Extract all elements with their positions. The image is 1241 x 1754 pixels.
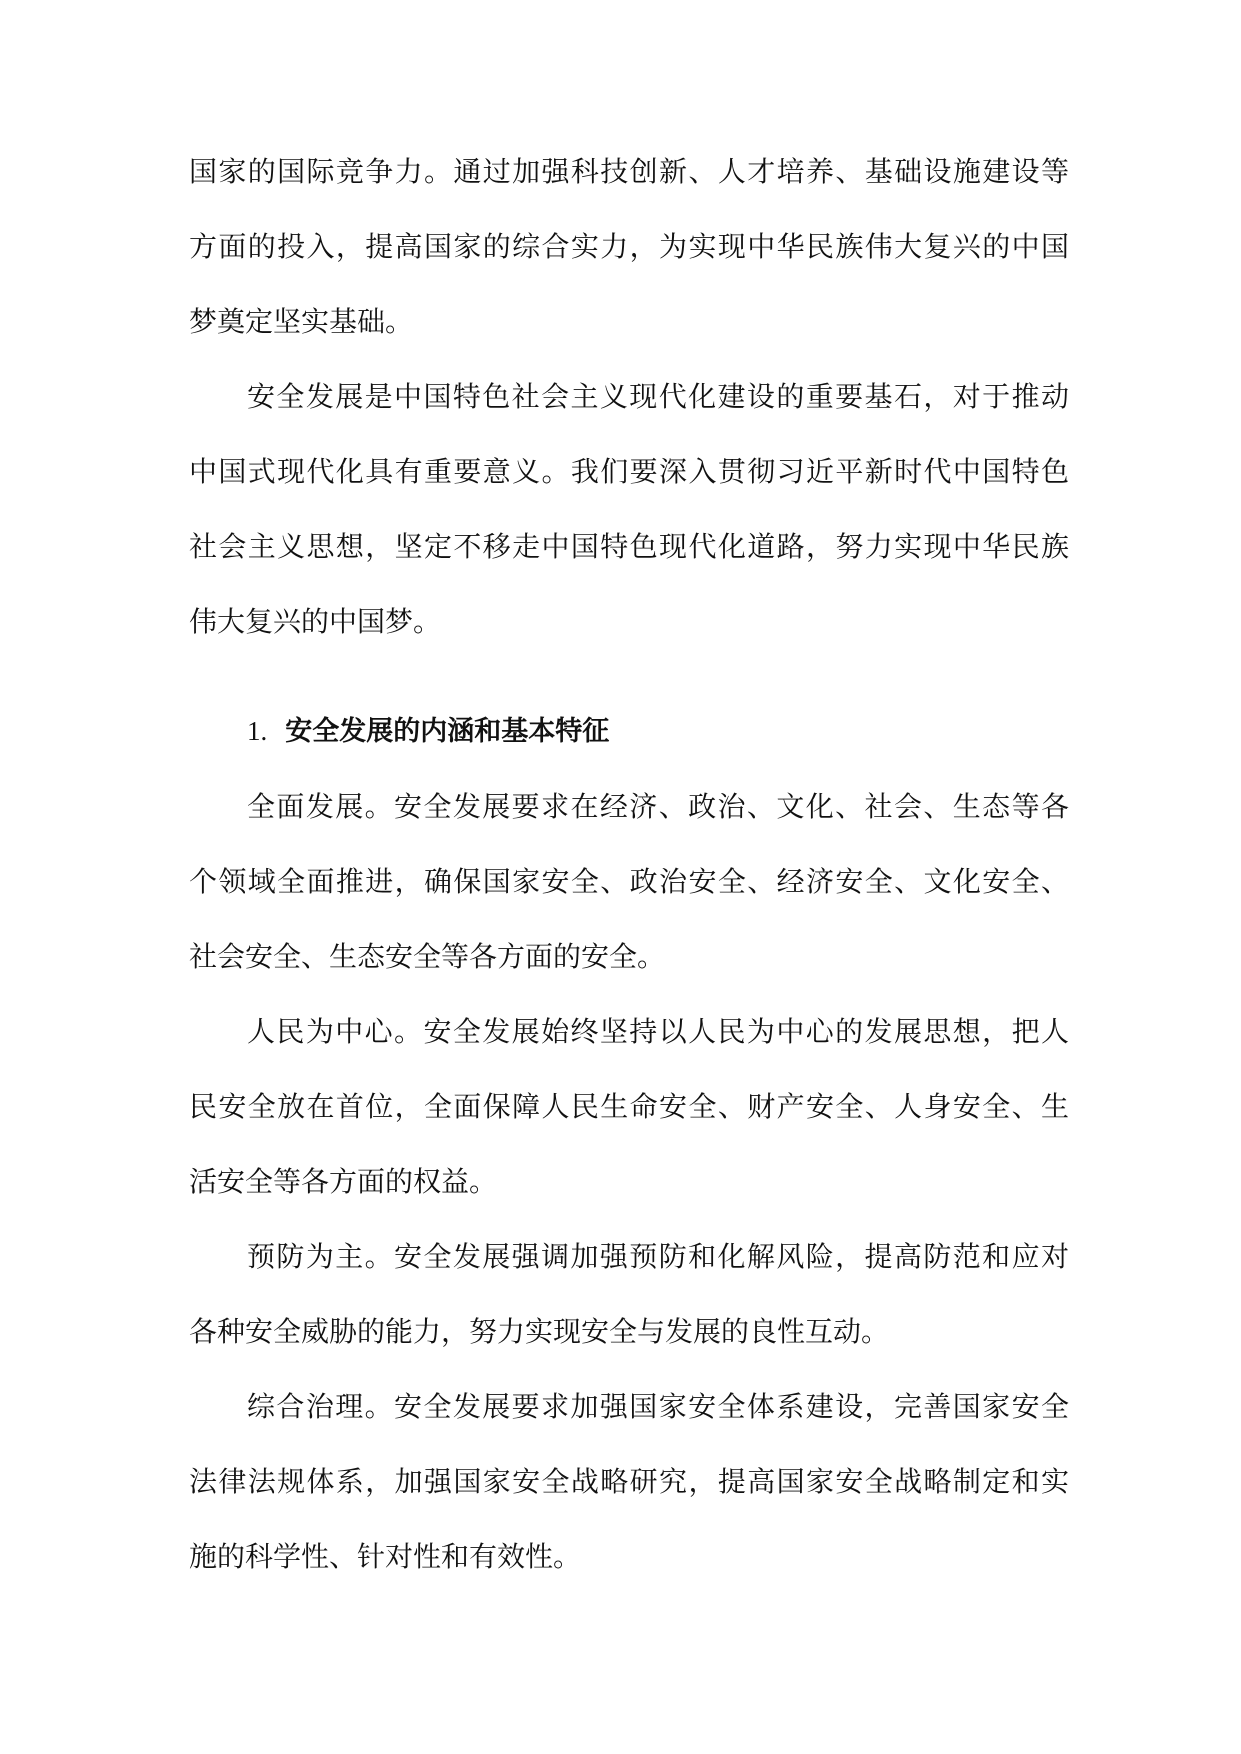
- section-title: 安全发展的内涵和基本特征: [285, 716, 610, 747]
- paragraph-2-line-3: 社会主义思想，坚定不移走中国特色现代化道路，努力实现中华民族: [189, 530, 1069, 563]
- paragraph-5-line-2: 各种安全威胁的能力，努力实现安全与发展的良性互动。: [189, 1315, 890, 1348]
- paragraph-6-line-1: 综合治理。安全发展要求加强国家安全体系建设，完善国家安全: [247, 1390, 1069, 1423]
- paragraph-2-line-1: 安全发展是中国特色社会主义现代化建设的重要基石，对于推动: [247, 380, 1069, 413]
- paragraph-3-line-1: 全面发展。安全发展要求在经济、政治、文化、社会、生态等各: [247, 790, 1069, 823]
- paragraph-4-line-3: 活安全等各方面的权益。: [189, 1165, 498, 1198]
- paragraph-6-line-3: 施的科学性、针对性和有效性。: [189, 1540, 582, 1573]
- paragraph-4-line-1: 人民为中心。安全发展始终坚持以人民为中心的发展思想，把人: [247, 1015, 1069, 1048]
- paragraph-6-line-2: 法律法规体系，加强国家安全战略研究，提高国家安全战略制定和实: [189, 1465, 1069, 1498]
- paragraph-2-line-4: 伟大复兴的中国梦。: [189, 605, 442, 638]
- paragraph-4-line-2: 民安全放在首位，全面保障人民生命安全、财产安全、人身安全、生: [189, 1090, 1069, 1123]
- paragraph-3-line-3: 社会安全、生态安全等各方面的安全。: [189, 940, 666, 973]
- section-number: 1.: [247, 716, 268, 746]
- paragraph-3-line-2: 个领域全面推进，确保国家安全、政治安全、经济安全、文化安全、: [189, 865, 1069, 898]
- paragraph-1-line-1: 国家的国际竞争力。通过加强科技创新、人才培养、基础设施建设等: [189, 155, 1069, 188]
- section-heading: [247, 711, 609, 751]
- paragraph-1-line-3: 梦奠定坚实基础。: [189, 305, 414, 338]
- paragraph-2-line-2: 中国式现代化具有重要意义。我们要深入贯彻习近平新时代中国特色: [189, 455, 1069, 488]
- paragraph-1-line-2: 方面的投入，提高国家的综合实力，为实现中华民族伟大复兴的中国: [189, 230, 1069, 263]
- paragraph-5-line-1: 预防为主。安全发展强调加强预防和化解风险，提高防范和应对: [247, 1240, 1069, 1273]
